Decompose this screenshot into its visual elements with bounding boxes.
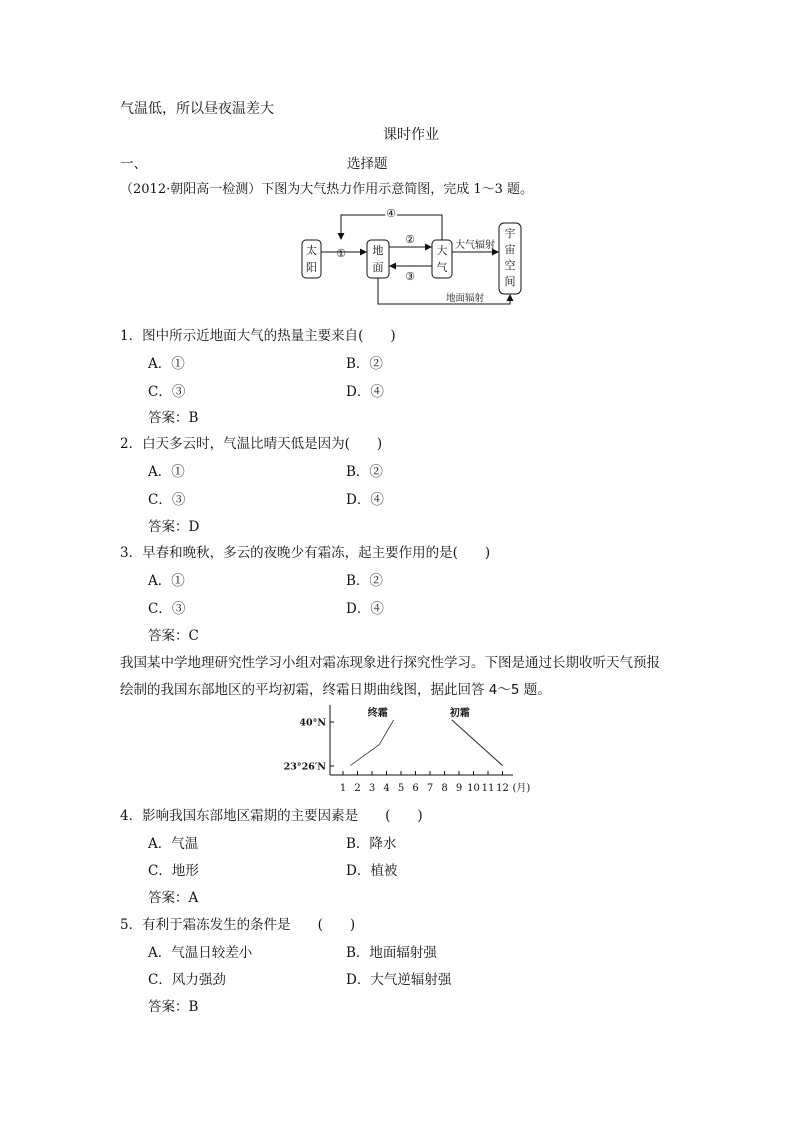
x-tick-label-2: 2 <box>354 783 361 794</box>
arrow-2-label: ② <box>405 233 415 246</box>
question-3-option-d[interactable]: D．④ <box>346 601 384 617</box>
group2-paragraph-line-2: 绘制的我国东部地区的平均初霜，终霜日期曲线图，据此回答 4～5 题。 <box>120 682 551 698</box>
series-line-first-frost <box>452 720 503 766</box>
x-tick-label-4: 4 <box>383 783 390 794</box>
space-label-2: 宙 <box>504 243 516 256</box>
question-4-option-d[interactable]: D．植被 <box>346 863 398 879</box>
space-label-3: 空 <box>504 259 516 272</box>
arrow-3-label: ③ <box>405 270 415 283</box>
sun-label: 太 <box>306 244 317 257</box>
question-2-stem: 2．白天多云时，气温比晴天低是因为( ) <box>120 436 383 452</box>
section-number: 一、 <box>120 156 147 172</box>
x-tick-label-8: 8 <box>441 783 448 794</box>
space-label-1: 宇 <box>504 227 516 240</box>
ground-label-2: 面 <box>372 261 384 274</box>
frost-date-chart <box>283 703 553 799</box>
atmosphere-label: 大 <box>436 244 448 257</box>
question-5-option-a[interactable]: A．气温日较差小 <box>148 945 253 961</box>
question-2-option-a[interactable]: A．① <box>148 464 185 480</box>
question-5-option-d[interactable]: D．大气逆辐射强 <box>346 972 452 988</box>
x-tick-label-10: 10 <box>467 783 480 794</box>
question-5-answer: 答案：B <box>148 999 199 1015</box>
question-3-option-a[interactable]: A．① <box>148 573 185 589</box>
atmosphere-heat-diagram <box>295 203 535 307</box>
question-4-option-c[interactable]: C．地形 <box>148 863 199 879</box>
question-1-option-b[interactable]: B．② <box>346 356 383 372</box>
x-tick-label-5: 5 <box>397 783 405 794</box>
intro-line: 气温低，所以昼夜温差大 <box>120 101 274 117</box>
question-4-option-a[interactable]: A．气温 <box>148 836 199 852</box>
question-1-answer: 答案：B <box>148 410 199 426</box>
section-title: 选择题 <box>347 156 388 172</box>
question-4-stem: 4．影响我国东部地区霜期的主要因素是 ( ) <box>120 808 423 824</box>
group1-instruction: （2012·朝阳高一检测）下图为大气热力作用示意简图，完成 1～3 题。 <box>120 182 534 197</box>
x-tick-label-12: 12 <box>496 783 509 794</box>
question-2-option-b[interactable]: B．② <box>346 464 383 480</box>
question-2-answer: 答案：D <box>148 519 200 535</box>
arrow-4-label: ④ <box>386 207 396 220</box>
y-tick-label-0: 40°N <box>299 717 326 729</box>
question-2-option-c[interactable]: C．③ <box>148 492 186 508</box>
question-5-option-b[interactable]: B．地面辐射强 <box>346 945 437 961</box>
space-label-4: 间 <box>504 275 516 288</box>
x-tick-label-6: 6 <box>412 783 419 794</box>
question-1-option-c[interactable]: C．③ <box>148 384 186 400</box>
x-tick-label-9: 9 <box>455 783 463 794</box>
question-1-stem: 1．图中所示近地面大气的热量主要来自( ) <box>120 328 396 344</box>
question-1-option-a[interactable]: A．① <box>148 356 185 372</box>
atmospheric-radiation-label: 大气辐射 <box>455 240 495 251</box>
page-title: 课时作业 <box>383 127 439 143</box>
question-2-option-d[interactable]: D．④ <box>346 492 384 508</box>
series-line-last-frost <box>350 720 394 766</box>
series-label-first-frost: 初霜 <box>449 708 470 719</box>
series-label-last-frost: 终霜 <box>367 708 388 719</box>
question-3-option-b[interactable]: B．② <box>346 573 383 589</box>
ground-radiation-label: 地面辐射 <box>445 293 485 304</box>
question-4-answer: 答案：A <box>148 890 199 906</box>
question-4-option-b[interactable]: B．降水 <box>346 836 397 852</box>
group2-paragraph-line-1: 我国某中学地理研究性学习小组对霜冻现象进行探究性学习。下图是通过长期收听天气预报 <box>120 655 660 671</box>
question-1-option-d[interactable]: D．④ <box>346 384 384 400</box>
x-tick-label-1: 1 <box>339 783 347 794</box>
x-axis-unit: (月) <box>512 783 531 794</box>
question-5-stem: 5．有利于霜冻发生的条件是 ( ) <box>120 917 356 933</box>
x-tick-label-7: 7 <box>426 783 434 794</box>
y-tick-label-1: 23°26′N <box>283 761 326 773</box>
question-5-option-c[interactable]: C．风力强劲 <box>148 972 226 988</box>
question-3-option-c[interactable]: C．③ <box>148 601 186 617</box>
ground-radiation-arrow <box>378 278 510 304</box>
ground-label: 地 <box>372 244 384 257</box>
arrow-1-label: ① <box>336 247 346 260</box>
atmosphere-label-2: 气 <box>436 261 448 274</box>
question-3-stem: 3．早春和晚秋，多云的夜晚少有霜冻，起主要作用的是( ) <box>120 545 491 561</box>
x-tick-label-3: 3 <box>368 783 376 794</box>
question-3-answer: 答案：C <box>148 628 199 644</box>
sun-label-2: 阳 <box>306 261 317 274</box>
x-tick-label-11: 11 <box>481 783 495 794</box>
